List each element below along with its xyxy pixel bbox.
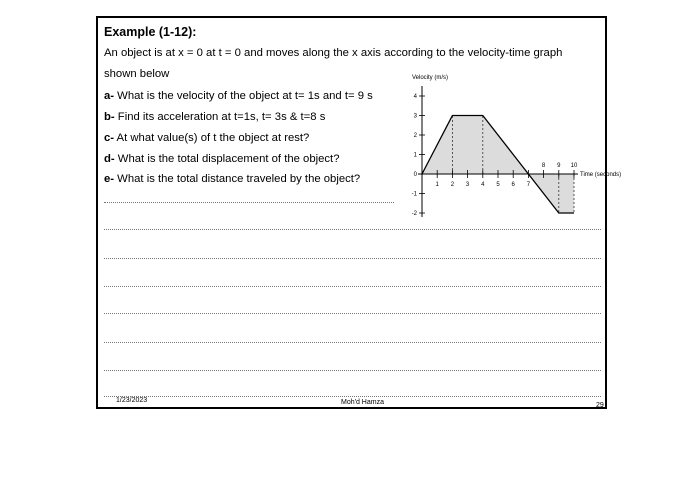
x-tick-label: 10 <box>570 163 578 169</box>
y-tick-label: 2 <box>413 133 417 139</box>
answer-line <box>104 370 601 371</box>
velocity-time-graph <box>398 71 622 231</box>
x-tick-label: 3 <box>465 182 470 188</box>
x-tick-label: 4 <box>481 182 485 188</box>
question-d-text: What is the total displacement of the object? <box>114 153 340 165</box>
x-tick-label: 9 <box>557 163 561 169</box>
question-e-letter: e- <box>104 173 115 185</box>
question-b-text: Find its acceleration at t=1s, t= 3s & t=8 s <box>114 111 326 123</box>
answer-line <box>104 202 394 203</box>
x-tick-label: 7 <box>526 182 531 188</box>
y-tick-label: -2 <box>411 211 417 217</box>
x-tick-label: 6 <box>511 182 515 188</box>
question-c-letter: c- <box>104 132 115 144</box>
footer-date: 1/23/2023 <box>116 397 148 404</box>
x-tick-label: 2 <box>450 182 455 188</box>
question-d <box>104 153 339 165</box>
answer-line <box>104 342 601 343</box>
question-e <box>104 173 360 185</box>
question-c <box>104 132 309 144</box>
question-d-letter: d- <box>104 153 115 165</box>
answer-line <box>104 396 601 397</box>
answer-line <box>104 313 601 314</box>
y-tick-label: 4 <box>413 94 417 100</box>
question-c-text: At what value(s) of t the object at rest? <box>114 132 310 144</box>
x-tick-label: 8 <box>541 163 546 169</box>
question-a-letter: a- <box>104 90 115 102</box>
y-tick-label: 1 <box>413 152 417 159</box>
footer-page: 29 <box>596 402 604 409</box>
x-tick-label: 1 <box>435 182 439 188</box>
answer-line <box>104 286 601 287</box>
y-tick-label: -1 <box>411 191 417 198</box>
intro-line-2: shown below <box>104 68 170 80</box>
question-a <box>104 90 373 102</box>
x-tick-label: 5 <box>496 182 500 188</box>
y-tick-label: 3 <box>413 113 417 120</box>
x-axis-title: Time (seconds) <box>580 172 622 178</box>
question-a-text: What is the velocity of the object at t= 1s and t= 9 s <box>114 90 373 102</box>
example-title: Example (1-12): <box>104 25 197 39</box>
answer-line <box>104 258 601 259</box>
intro-line-1: An object is at x = 0 at t = 0 and moves along the x axis according to the velocity-time graph <box>104 47 563 59</box>
y-axis-title: Velocity (m/s) <box>412 75 449 81</box>
y-tick-label: 0 <box>413 172 417 178</box>
question-e-text: What is the total distance traveled by the object? <box>114 173 361 185</box>
footer-author: Moh'd Hamza <box>341 399 384 406</box>
slide <box>96 16 622 409</box>
question-b <box>104 111 325 123</box>
question-b-letter: b- <box>104 111 115 123</box>
